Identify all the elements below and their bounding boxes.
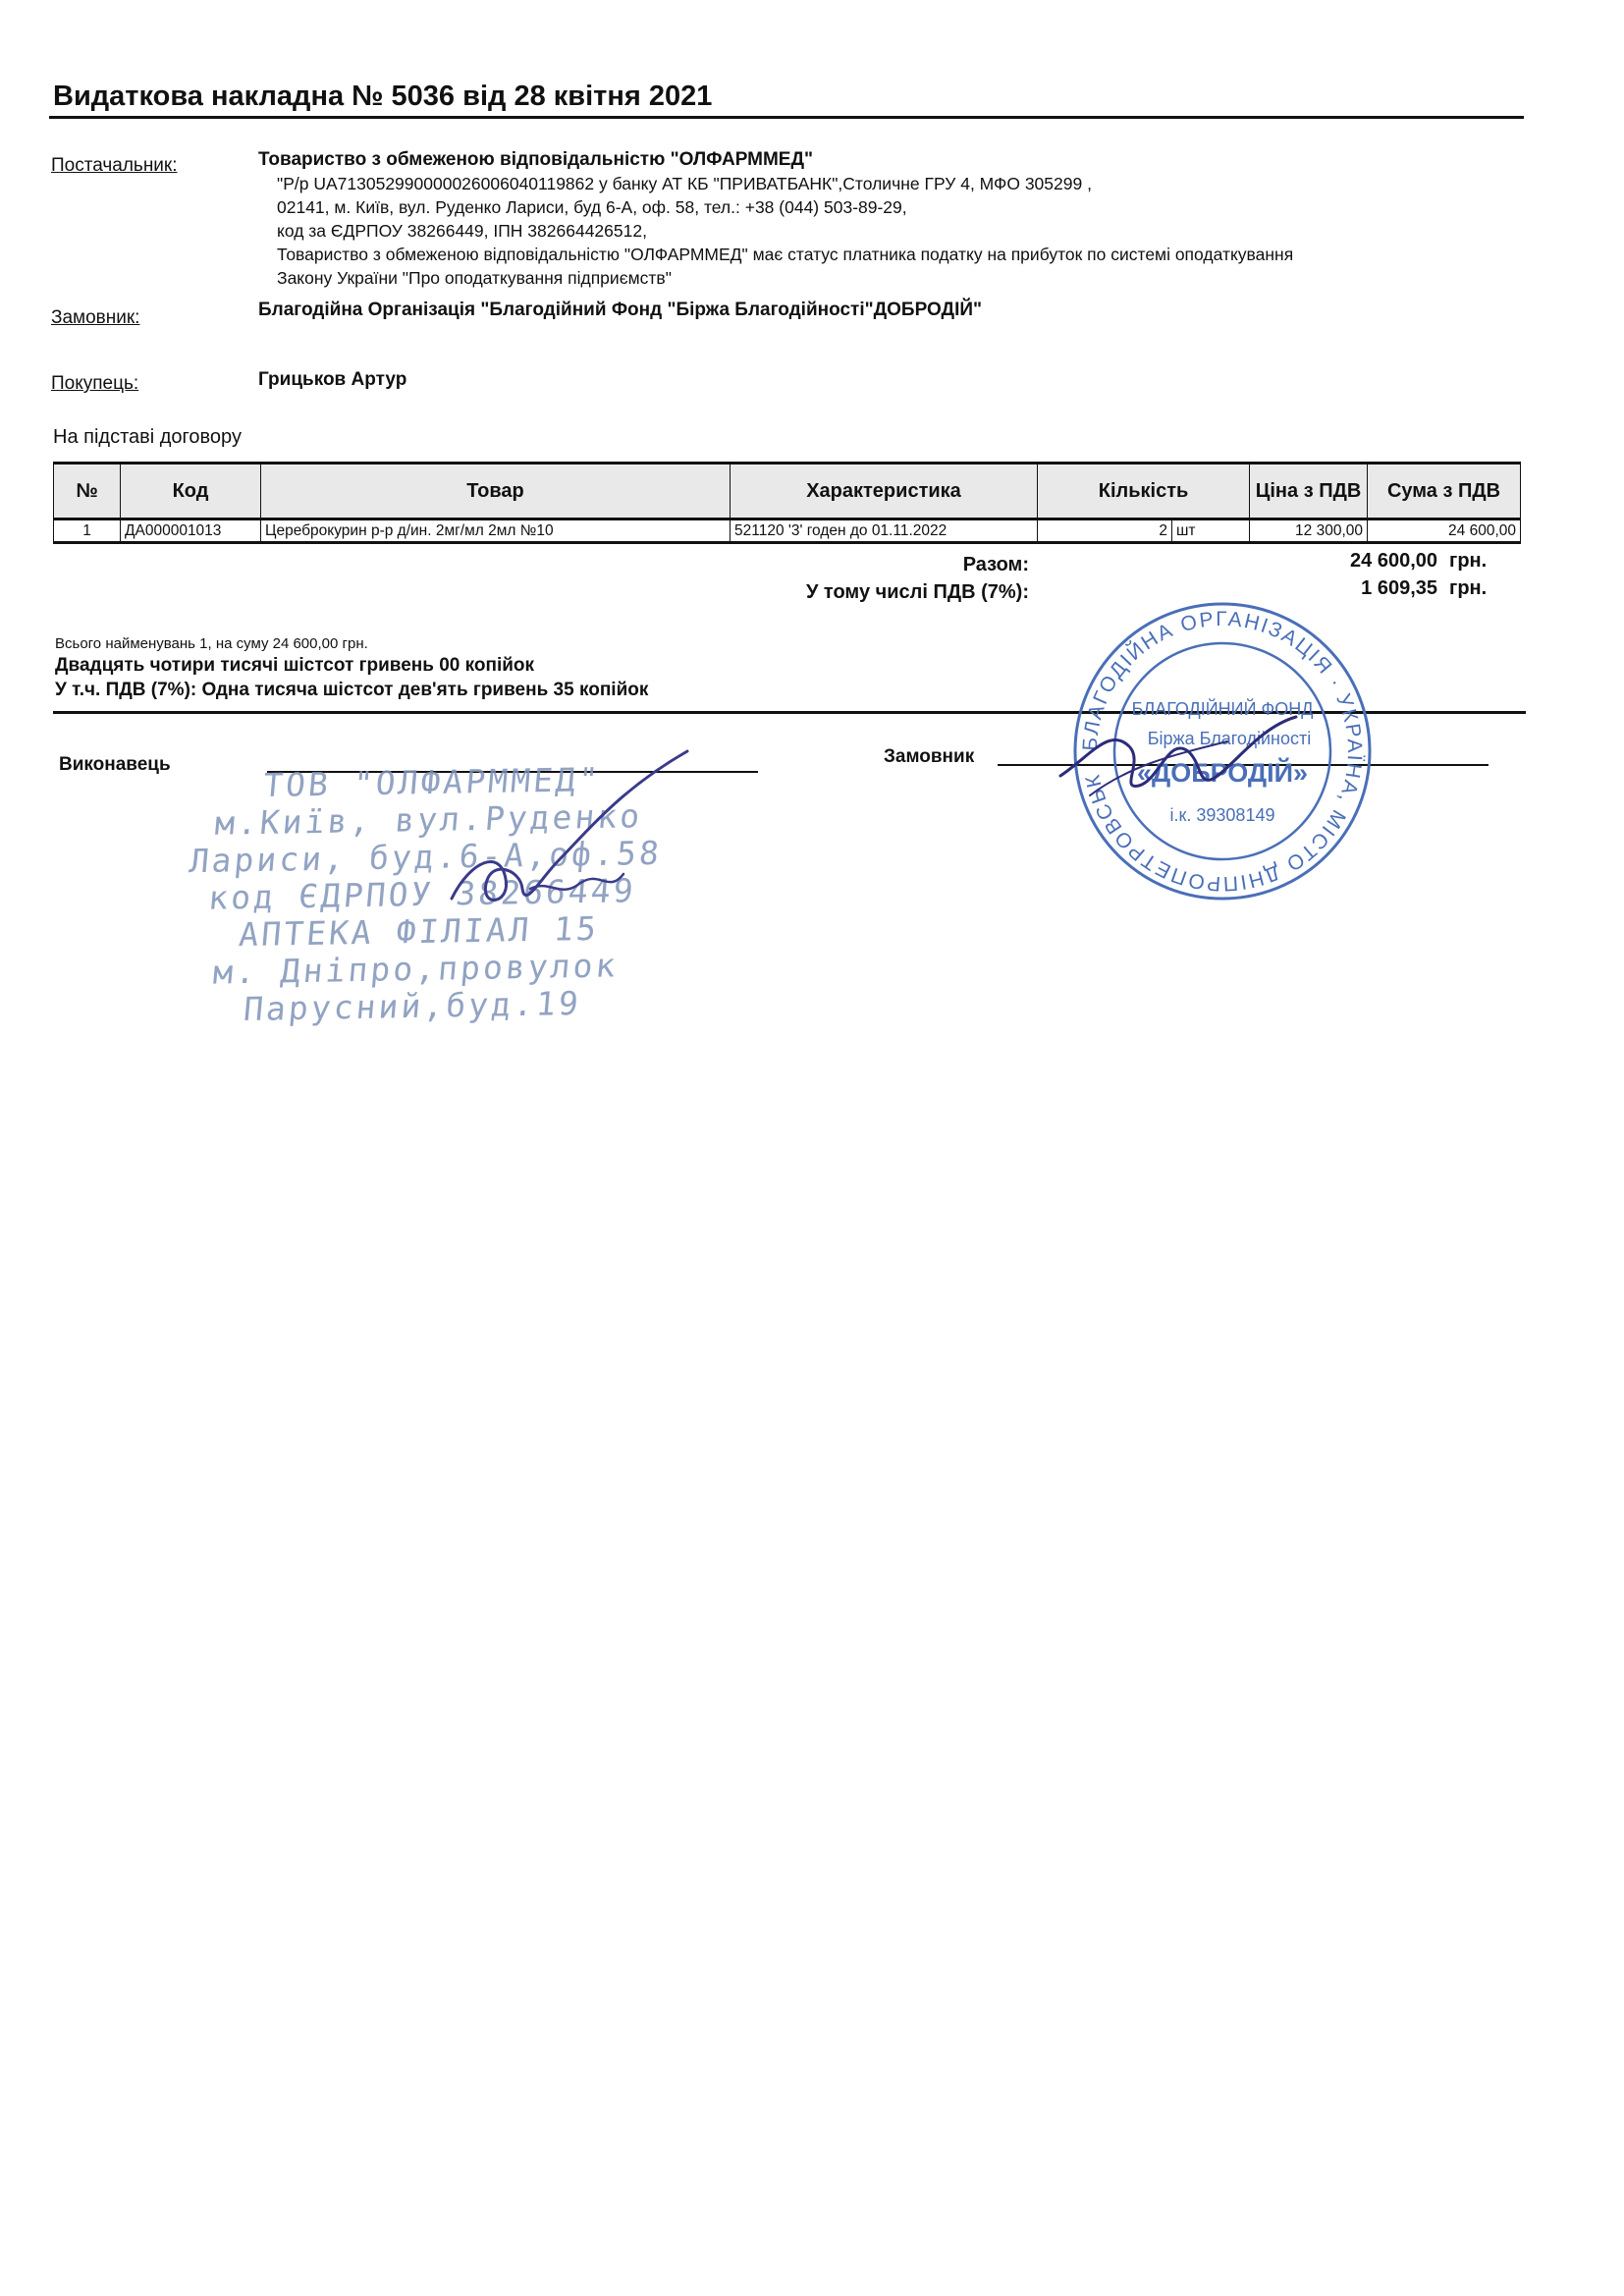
customer-signature (1051, 697, 1309, 825)
supplier-tax-status-line: Товариство з обмеженою відповідальністю "ОЛФАРММЕД" має статус платника податку на прибуток по системі оподаткування (277, 245, 1294, 264)
vat-currency: грн. (1449, 577, 1488, 599)
executor-signature (412, 741, 707, 938)
scan-edge-marks (1492, 889, 1504, 2067)
row-code: ДА000001013 (121, 519, 261, 543)
row-sum: 24 600,00 (1368, 519, 1521, 543)
supplier-stamp-line: АПТЕКА ФІЛІАЛ 15 (237, 908, 601, 955)
supplier-stamp-line: код ЄДРПОУ 38266449 (206, 871, 638, 917)
header-sum: Сума з ПДВ (1368, 464, 1521, 519)
supplier-stamp-line: м.Київ, вул.Руденко (213, 796, 645, 843)
supplier-name: Товариство з обмеженою відповідальністю "ОЛФАРММЕД" (258, 149, 814, 170)
supplier-stamp-line: ТОВ "ОЛФАРММЕД" (261, 760, 603, 805)
row-quantity: 2 (1038, 519, 1172, 543)
buyer-name: Грицьков Артур (258, 369, 407, 390)
row-price: 12 300,00 (1250, 519, 1368, 543)
header-characteristic: Характеристика (731, 464, 1038, 519)
supplier-stamp-line: м. Дніпро,провулок (211, 946, 621, 992)
customer-label: Замовник: (51, 307, 140, 328)
vat-value: 1 609,35 (1361, 577, 1437, 599)
header-price: Ціна з ПДВ (1250, 464, 1368, 519)
header-code: Код (121, 464, 261, 519)
supplier-bank-line: "Р/р UA713052990000026006040119862 у банку АТ КБ "ПРИВАТБАНК",Столичне ГРУ 4, МФО 305299 , (277, 174, 1092, 193)
stamp-inner-name: «ДОБРОДІЙ» (1136, 758, 1309, 788)
items-table (53, 462, 1521, 544)
stamp-inner-top: БЛАГОДІЙНИЙ ФОНД (1131, 699, 1314, 719)
row-characteristic: 521120 '3' годен до 01.11.2022 (731, 519, 1038, 543)
vat-label: У тому числі ПДВ (7%): (805, 581, 1029, 603)
total-label: Разом: (962, 554, 1029, 575)
table-row (54, 519, 1521, 543)
row-number: 1 (54, 519, 121, 543)
supplier-label: Постачальник: (51, 155, 178, 176)
stamp-inner-mid: Біржа Благодійності (1147, 729, 1312, 748)
buyer-label: Покупець: (51, 373, 139, 394)
contract-basis: На підставі договору (53, 426, 242, 448)
stamp-code: і.к. 39308149 (1169, 805, 1275, 825)
supplier-law-line: Закону України "Про оподаткування підприємств" (277, 268, 672, 288)
customer-name: Благодійна Організація "Благодійний Фонд "Біржа Благодійності"ДОБРОДІЙ" (258, 300, 983, 320)
executor-label: Виконавець (59, 754, 171, 775)
supplier-codes-line: код за ЄДРПОУ 38266449, ІПН 382664426512, (277, 221, 647, 241)
supplier-stamp-line: Парусний,буд.19 (242, 983, 583, 1028)
title-divider (49, 116, 1524, 119)
row-product: Цереброкурин р-р д/ин. 2мг/мл 2мл №10 (261, 519, 731, 543)
vat-in-words: У т.ч. ПДВ (7%): Одна тисяча шістсот дев'ять гривень 35 копійок (55, 680, 649, 700)
supplier-stamp-line: Лариси, буд.6-А,оф.58 (188, 833, 664, 881)
total-value: 24 600,00 (1350, 550, 1437, 572)
total-currency: грн. (1449, 550, 1488, 572)
amount-in-words: Двадцять чотири тисячі шістсот гривень 00 копійок (55, 655, 535, 676)
stamp-outer-text: БЛАГОДІЙНА ОРГАНІЗАЦІЯ · УКРАЇНА, МІСТО ДНІПРОПЕТРОВСЬК (1078, 607, 1367, 896)
header-number: № (54, 464, 121, 519)
supplier-address-line: 02141, м. Київ, вул. Руденко Лариси, буд 6-А, оф. 58, тел.: +38 (044) 503-89-29, (277, 197, 907, 217)
row-unit: шт (1172, 519, 1250, 543)
header-product: Товар (261, 464, 731, 519)
document-title: Видаткова накладна № 5036 від 28 квітня 2021 (53, 81, 713, 112)
items-count-line: Всього найменувань 1, на суму 24 600,00 грн. (55, 635, 368, 652)
header-quantity: Кількість (1038, 464, 1250, 519)
customer-signature-label: Замовник (884, 746, 975, 767)
